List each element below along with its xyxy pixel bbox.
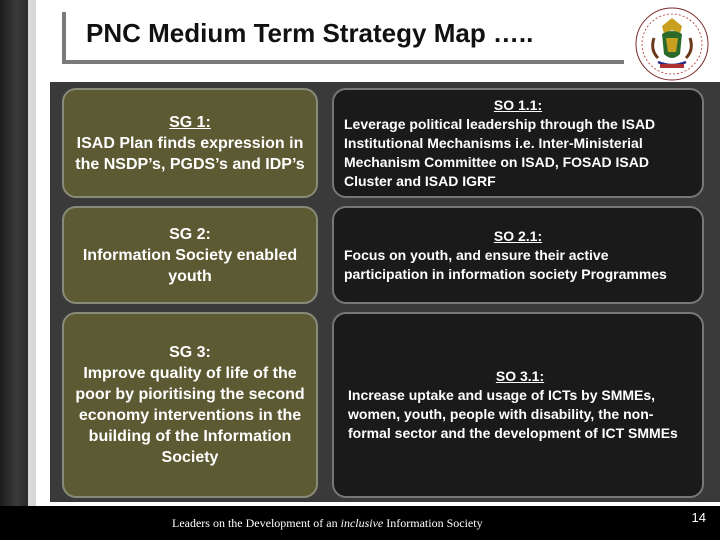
strategic-objective-1-1-heading: SO 1.1:	[493, 96, 543, 113]
strategic-goal-3-text: Improve quality of life of the poor by pioritising the second economy interventions in the building of the Information Society	[75, 365, 305, 466]
strategic-objective-2-1-heading: SO 2.1:	[493, 227, 543, 244]
strategic-goal-3-heading: SG 3:	[169, 344, 211, 361]
strategic-objective-2-1-text: Focus on youth, and ensure their active participation in information society Programmes	[344, 246, 667, 282]
strategic-objective-2-1-box	[332, 206, 704, 304]
footer-text-start: Leaders on the Development of an	[172, 516, 341, 530]
strategic-goal-2-text: Information Society enabled youth	[82, 246, 298, 285]
left-decorative-stripe-accent	[28, 0, 36, 540]
strategic-goal-1-box	[62, 88, 318, 198]
coat-of-arms-icon	[624, 4, 720, 86]
strategic-objective-3-1-box	[332, 312, 704, 498]
strategic-goal-1-heading: SG 1:	[169, 113, 211, 131]
footer-text-end: Information Society	[383, 516, 483, 530]
strategic-goal-2-heading: SG 2:	[169, 225, 211, 243]
strategic-objective-1-1-text: Leverage political leadership through the ISAD Institutional Mechanisms i.e. Inter-Ministerial Mechanism Committee on ISAD, FOSAD ISAD Cluster and ISAD IGRF	[344, 115, 656, 189]
footer-tagline	[172, 516, 483, 531]
page-number: 14	[691, 510, 706, 525]
strategic-goal-3-box	[62, 312, 318, 498]
left-decorative-stripe	[0, 0, 28, 540]
strategic-objective-1-1-box	[332, 88, 704, 198]
footer-text-italic: inclusive	[340, 516, 384, 530]
strategic-objective-3-1-text: Increase uptake and usage of ICTs by SMMEs, women, youth, people with disability, the non-formal sector and the development of ICT SMMEs	[348, 387, 678, 441]
strategic-objective-3-1-heading: SO 3.1:	[495, 368, 545, 384]
slide-title: PNC Medium Term Strategy Map …..	[86, 18, 534, 48]
strategic-goal-1-text: ISAD Plan finds expression in the NSDP’s, PGDS’s and IDP’s	[75, 134, 305, 173]
strategic-goal-2-box	[62, 206, 318, 304]
